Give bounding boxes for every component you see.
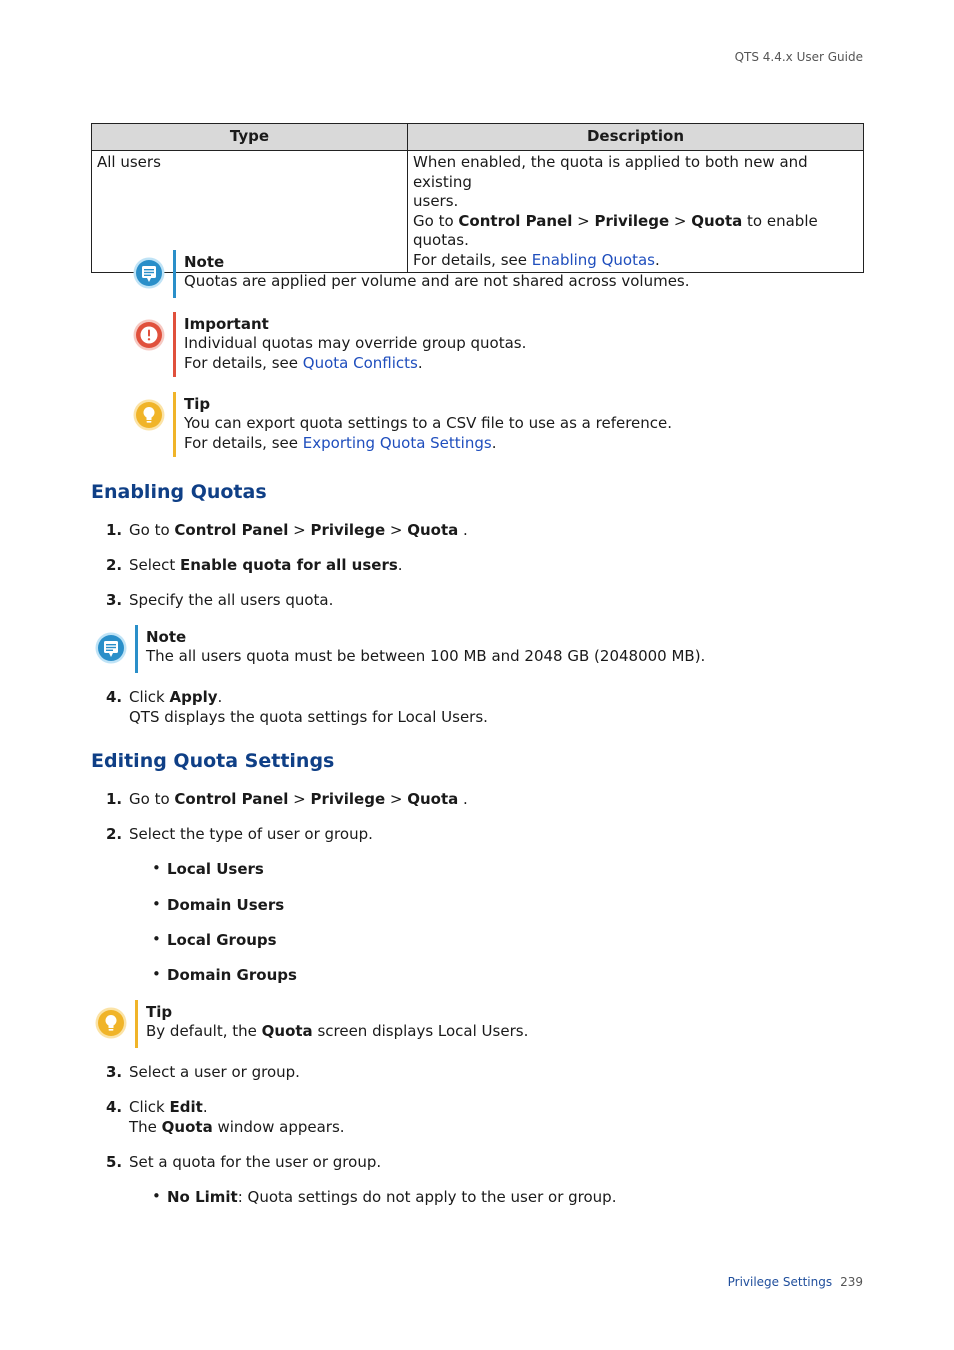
important-title: Important bbox=[184, 315, 269, 333]
note-text: The all users quota must be between 100 MB and 2048 GB (2048000 MB). bbox=[146, 647, 706, 666]
tip-details: For details, see bbox=[184, 433, 303, 452]
step-control-panel: Control Panel bbox=[174, 521, 289, 539]
note-icon bbox=[133, 257, 165, 289]
step-text: Set a quota for the user or group. bbox=[129, 1153, 382, 1171]
note-bar bbox=[135, 625, 138, 673]
desc-sep: > bbox=[669, 211, 692, 230]
step-number: 2. bbox=[106, 825, 123, 843]
step-text bbox=[129, 556, 403, 576]
step-post: . bbox=[458, 790, 468, 808]
desc-enable: to enable quotas. bbox=[413, 211, 818, 249]
step-number: 3. bbox=[106, 591, 123, 609]
column-header-type: Type bbox=[92, 124, 408, 151]
tip-bar bbox=[173, 392, 176, 457]
bullet-dot: • bbox=[152, 859, 161, 877]
bullet-dot: • bbox=[152, 895, 161, 913]
step-number: 5. bbox=[106, 1153, 123, 1171]
tip-period: . bbox=[491, 433, 497, 452]
note-title: Note bbox=[146, 628, 187, 646]
step-text bbox=[129, 1098, 345, 1137]
doc-title: QTS 4.4.x User Guide bbox=[734, 50, 863, 64]
step-text bbox=[129, 688, 488, 727]
column-header-description: Description bbox=[408, 124, 864, 151]
list-item-text: Local Groups bbox=[167, 931, 277, 949]
step-control-panel: Control Panel bbox=[174, 790, 289, 808]
footer-section: Privilege Settings bbox=[727, 1275, 833, 1289]
step-quota: Quota bbox=[407, 521, 459, 539]
desc-goto: Go to bbox=[413, 211, 459, 230]
desc-sep: > bbox=[572, 211, 595, 230]
table-header-row bbox=[92, 124, 864, 151]
step-text: Specify the all users quota. bbox=[129, 591, 334, 609]
step-sep: > bbox=[385, 790, 408, 808]
step-number: 4. bbox=[106, 1098, 123, 1116]
step-sep: > bbox=[288, 521, 311, 539]
important-icon bbox=[133, 319, 165, 351]
bullet-dot: • bbox=[152, 965, 161, 983]
no-limit-label: No Limit bbox=[167, 1188, 238, 1206]
step-sep: > bbox=[288, 790, 311, 808]
tip-icon bbox=[133, 399, 165, 431]
tip-pre: By default, the bbox=[146, 1022, 262, 1041]
step-text: Select a user or group. bbox=[129, 1063, 300, 1081]
tip-post: screen displays Local Users. bbox=[312, 1022, 529, 1041]
note-title: Note bbox=[184, 253, 225, 271]
list-item-text: Domain Users bbox=[167, 896, 285, 914]
tip-title: Tip bbox=[184, 395, 211, 413]
tip-bar bbox=[135, 1000, 138, 1048]
step-result: QTS displays the quota settings for Local Users. bbox=[129, 707, 488, 726]
tip-details-line bbox=[184, 434, 672, 453]
step-pre: Click bbox=[129, 1098, 170, 1116]
step-bold: Apply bbox=[169, 688, 218, 706]
bullet-dot: • bbox=[152, 930, 161, 948]
type-cell: All users bbox=[92, 151, 408, 273]
step-post: . bbox=[458, 521, 468, 539]
step-sep: > bbox=[385, 521, 408, 539]
important-details: For details, see bbox=[184, 353, 303, 372]
step-result-bold: Quota bbox=[161, 1117, 213, 1136]
quota-type-table bbox=[91, 123, 864, 273]
desc-details: For details, see bbox=[413, 250, 532, 269]
step-number: 1. bbox=[106, 521, 123, 539]
important-period: . bbox=[417, 353, 423, 372]
exporting-quota-settings-link[interactable]: Exporting Quota Settings bbox=[302, 433, 492, 452]
step-quota: Quota bbox=[407, 790, 459, 808]
page-footer bbox=[728, 1275, 863, 1289]
enabling-quotas-link[interactable]: Enabling Quotas bbox=[531, 250, 655, 269]
desc-control-panel: Control Panel bbox=[458, 211, 573, 230]
step-privilege: Privilege bbox=[310, 790, 386, 808]
step-pre: Select bbox=[129, 556, 181, 574]
note-bar bbox=[173, 250, 176, 298]
tip-title: Tip bbox=[146, 1003, 173, 1021]
step-result-post: window appears. bbox=[212, 1117, 345, 1136]
step-bold: Edit bbox=[169, 1098, 203, 1116]
step-number: 2. bbox=[106, 556, 123, 574]
step-privilege: Privilege bbox=[310, 521, 386, 539]
tip-bold: Quota bbox=[261, 1022, 313, 1041]
section-heading-enabling-quotas: Enabling Quotas bbox=[91, 481, 267, 503]
step-post: . bbox=[217, 688, 223, 706]
note-icon bbox=[95, 632, 127, 664]
step-post: . bbox=[202, 1098, 208, 1116]
step-text bbox=[129, 790, 468, 810]
page-number: 239 bbox=[840, 1275, 863, 1289]
step-bold: Enable quota for all users bbox=[180, 556, 398, 574]
important-text: Individual quotas may override group quotas. bbox=[184, 334, 527, 353]
section-heading-editing-quota-settings: Editing Quota Settings bbox=[91, 750, 335, 772]
no-limit-desc: : Quota settings do not apply to the user or group. bbox=[237, 1188, 617, 1206]
tip-text: You can export quota settings to a CSV file to use as a reference. bbox=[184, 414, 673, 433]
step-post: . bbox=[397, 556, 403, 574]
important-bar bbox=[173, 312, 176, 377]
step-number: 3. bbox=[106, 1063, 123, 1081]
list-item-text bbox=[167, 1188, 616, 1206]
list-item-text: Domain Groups bbox=[167, 966, 297, 984]
quota-conflicts-link[interactable]: Quota Conflicts bbox=[302, 353, 418, 372]
desc-goto-line bbox=[413, 212, 858, 251]
step-number: 4. bbox=[106, 688, 123, 706]
list-item-text: Local Users bbox=[167, 860, 264, 878]
step-pre: Click bbox=[129, 688, 170, 706]
step-pre: Go to bbox=[129, 790, 175, 808]
desc-period: . bbox=[654, 250, 660, 269]
desc-quota: Quota bbox=[691, 211, 743, 230]
desc-privilege: Privilege bbox=[594, 211, 670, 230]
step-text: Select the type of user or group. bbox=[129, 825, 373, 843]
tip-icon bbox=[95, 1007, 127, 1039]
important-details-line bbox=[184, 354, 526, 373]
step-pre: Go to bbox=[129, 521, 175, 539]
desc-line1: When enabled, the quota is applied to both new and existing bbox=[413, 153, 808, 191]
tip-text bbox=[146, 1022, 528, 1041]
note-text: Quotas are applied per volume and are not shared across volumes. bbox=[184, 272, 690, 291]
step-result-pre: The bbox=[129, 1117, 162, 1136]
step-number: 1. bbox=[106, 790, 123, 808]
step-text bbox=[129, 521, 468, 541]
bullet-dot: • bbox=[152, 1187, 161, 1205]
desc-line2: users. bbox=[413, 192, 459, 210]
